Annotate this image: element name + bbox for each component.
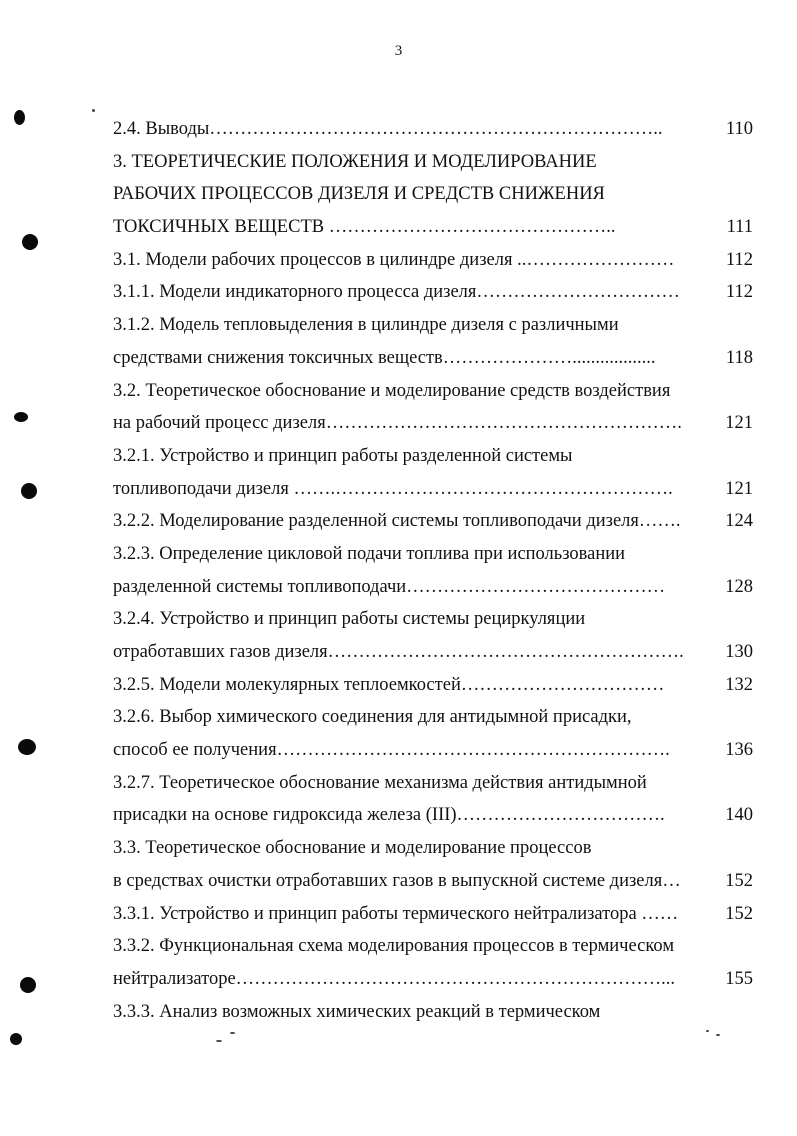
toc-page-number: 155 <box>725 968 753 989</box>
punch-hole-mark <box>14 412 28 422</box>
toc-page-number: 136 <box>725 740 753 761</box>
toc-line <box>113 538 753 571</box>
toc-entry-text: разделенной системы топливоподачи…………………………………… <box>113 576 666 597</box>
toc-line <box>113 309 753 342</box>
toc-line <box>113 767 753 800</box>
toc-entry-text: топливоподачи дизеля …….………………………………………………. <box>113 478 673 499</box>
toc-line <box>113 636 753 669</box>
punch-hole-mark <box>22 234 38 250</box>
toc-page-number: 140 <box>725 805 753 826</box>
toc-entry-text: 3.3.1. Устройство и принцип работы термического нейтрализатора …… <box>113 903 679 924</box>
toc-entry-text: способ ее получения………………………………………………………. <box>113 740 670 761</box>
toc-entry-text: 2.4. Выводы……………………………………………………………….. <box>113 119 663 139</box>
toc-line <box>113 178 753 211</box>
toc-entry-text: 3.2.6. Выбор химического соединения для антидымной присадки, <box>113 707 632 728</box>
toc-entry-text: в средствах очистки отработавших газов в выпускной системе дизеля… <box>113 870 681 891</box>
toc-page-number: 152 <box>725 903 753 924</box>
toc-entry-text: средствами снижения токсичных веществ………………….................. <box>113 347 656 368</box>
toc-line <box>113 473 753 506</box>
toc-line <box>113 669 753 702</box>
toc-line <box>113 799 753 832</box>
toc-page-number: 132 <box>725 674 753 695</box>
toc-line <box>113 701 753 734</box>
toc-line <box>113 440 753 473</box>
toc-page-number: 124 <box>725 511 753 532</box>
toc-line <box>113 244 753 277</box>
toc-line <box>113 146 753 179</box>
toc-line <box>113 407 753 440</box>
toc-line <box>113 996 753 1029</box>
toc-entry-text: 3. ТЕОРЕТИЧЕСКИЕ ПОЛОЖЕНИЯ И МОДЕЛИРОВАНИЕ <box>113 151 597 172</box>
toc-page-number: 121 <box>725 413 753 434</box>
punch-hole-mark <box>18 739 36 755</box>
toc-page-number: 112 <box>725 282 753 303</box>
toc-page-number: 152 <box>725 870 753 891</box>
toc-line <box>113 113 753 146</box>
toc-entry-text: на рабочий процесс дизеля…………………………………………………. <box>113 413 682 434</box>
toc-page-number: 111 <box>726 217 753 238</box>
page-number: 3 <box>394 43 403 59</box>
punch-hole-mark <box>21 483 37 499</box>
toc-entry-text: 3.2.4. Устройство и принцип работы системы рециркуляции <box>113 609 586 630</box>
punch-hole-mark <box>20 977 36 993</box>
toc-line <box>113 963 753 996</box>
toc-line <box>113 571 753 604</box>
toc-page-number: 110 <box>725 119 753 139</box>
toc-line <box>113 276 753 309</box>
toc-page-number: 112 <box>725 249 753 270</box>
toc-entry-text: 3.1. Модели рабочих процессов в цилиндре дизеля ..…………………… <box>113 249 675 270</box>
toc-line <box>113 505 753 538</box>
toc-page-number: 121 <box>725 478 753 499</box>
toc-entry-text: 3.2.3. Определение цикловой подачи топлива при использовании <box>113 543 626 564</box>
toc-entry-text: 3.2.7. Теоретическое обоснование механизма действия антидымной <box>113 772 647 793</box>
toc-line <box>113 865 753 898</box>
scan-speck <box>216 1040 222 1042</box>
table-of-contents <box>113 113 753 1028</box>
toc-entry-text: отработавших газов дизеля…………………………………………………. <box>113 642 684 662</box>
toc-page-number: 118 <box>725 347 753 368</box>
punch-hole-mark <box>10 1033 22 1045</box>
toc-page-number: 128 <box>725 576 753 597</box>
toc-line <box>113 342 753 375</box>
toc-entry-text: 3.3.2. Функциональная схема моделирования процессов в термическом <box>113 936 675 957</box>
toc-entry-text: 3.3.3. Анализ возможных химических реакций в термическом <box>113 1001 601 1022</box>
toc-entry-text: 3.2.2. Моделирование разделенной системы топливоподачи дизеля……. <box>113 511 681 532</box>
toc-line <box>113 603 753 636</box>
toc-line <box>113 898 753 931</box>
punch-hole-mark <box>14 110 25 125</box>
toc-line <box>113 211 753 244</box>
scan-speck <box>706 1030 709 1032</box>
scan-speck <box>230 1032 235 1034</box>
scan-speck <box>92 109 95 112</box>
toc-entry-text: ТОКСИЧНЫХ ВЕЩЕСТВ ……………………………………….. <box>113 217 616 238</box>
toc-page-number: 130 <box>725 642 753 662</box>
toc-entry-text: 3.1.2. Модель тепловыделения в цилиндре дизеля с различными <box>113 315 619 336</box>
toc-entry-text: 3.1.1. Модели индикаторного процесса дизеля…………………………… <box>113 282 680 303</box>
toc-line <box>113 832 753 865</box>
toc-entry-text: нейтрализаторе……………………………………………………………... <box>113 968 676 989</box>
toc-entry-text: 3.2.5. Модели молекулярных теплоемкостей…………………………… <box>113 674 665 695</box>
toc-entry-text: 3.2.1. Устройство и принцип работы разделенной системы <box>113 445 573 466</box>
toc-entry-text: присадки на основе гидроксида железа (III)……………………………. <box>113 805 665 826</box>
toc-entry-text: 3.2. Теоретическое обоснование и моделирование средств воздействия <box>113 380 671 401</box>
toc-line <box>113 375 753 408</box>
toc-line <box>113 930 753 963</box>
scan-speck <box>716 1034 720 1036</box>
toc-entry-text: 3.3. Теоретическое обоснование и моделирование процессов <box>113 838 592 859</box>
toc-line <box>113 734 753 767</box>
toc-entry-text: РАБОЧИХ ПРОЦЕССОВ ДИЗЕЛЯ И СРЕДСТВ СНИЖЕНИЯ <box>113 184 605 205</box>
